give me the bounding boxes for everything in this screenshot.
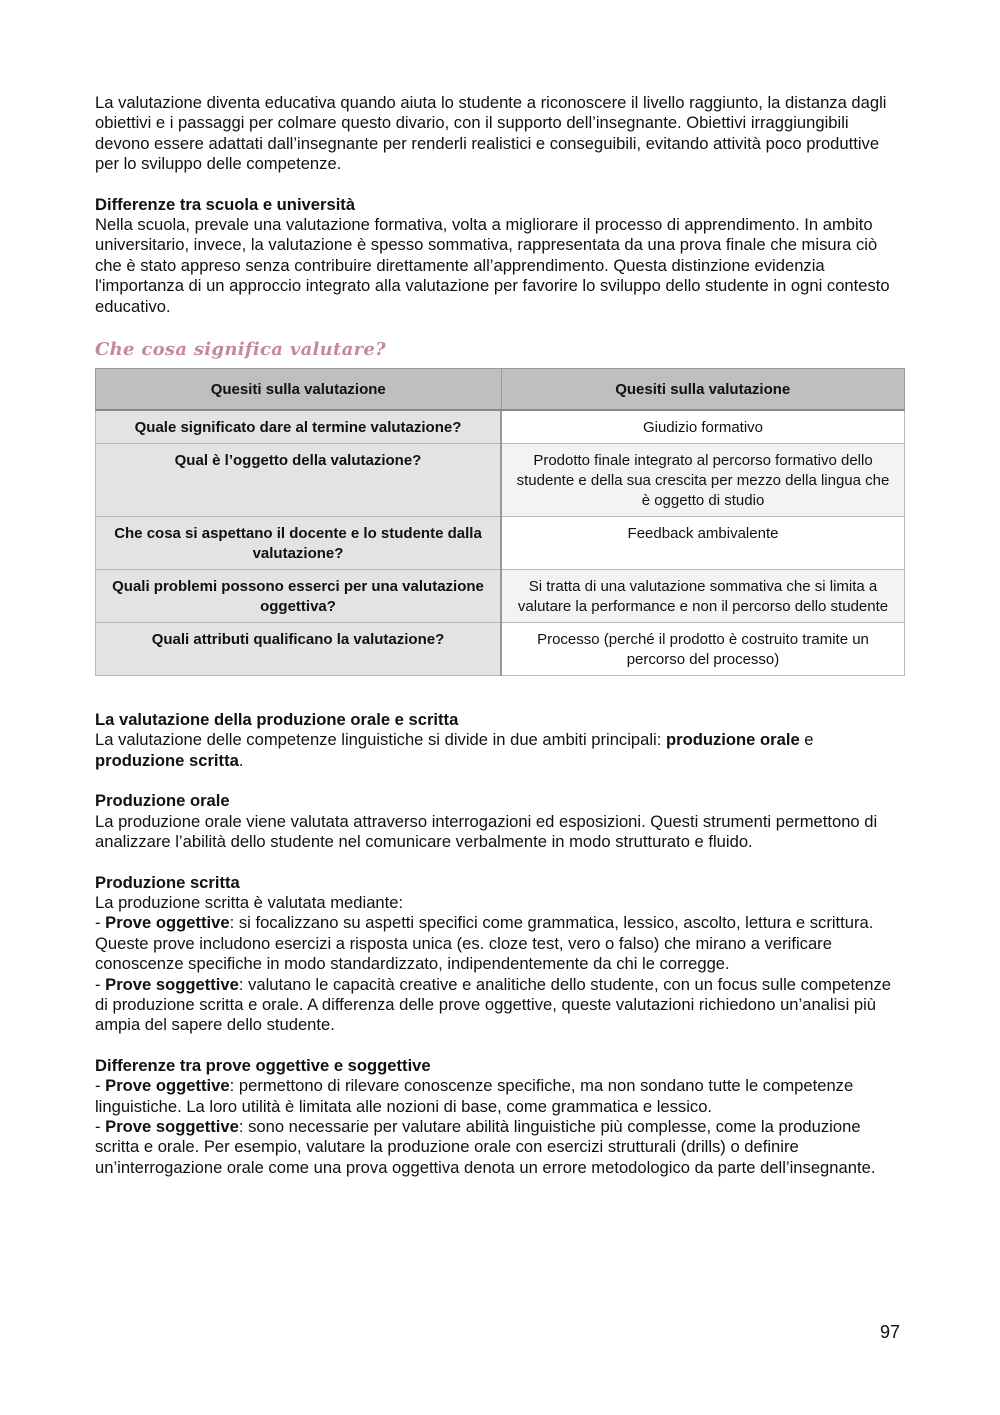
question-cell: Quali attributi qualificano la valutazione? [96,623,502,676]
table-header-cell: Quesiti sulla valutazione [96,369,502,411]
diff-item-objective [95,1076,907,1117]
item-label: Prove oggettive [105,913,230,933]
dash: - [95,974,106,994]
item-label: Prove soggettive [105,974,239,994]
answer-cell: Prodotto finale integrato al percorso formativo dello studente e della sua crescita per mezzo della lingua che è oggetto di studio [501,444,905,517]
table-row [96,623,905,676]
question-cell: Quali problemi possono esserci per una valutazione oggettiva? [96,570,502,623]
item-text: : sono necessarie per valutare abilità linguistiche più complesse, come la produzione scritta e orale. Per esempio, valutare la produzione orale con esercizi strutturali (drills) o definire un’interrogazione orale come una prova oggettiva denota un errore metodologico da parte dell’insegnante. [95,1116,876,1177]
answer-cell: Processo (perché il prodotto è costruito tramite un percorso del processo) [501,623,905,676]
answer-cell: Si tratta di una valutazione sommativa che si limita a valutare la performance e non il percorso dello studente [501,570,905,623]
item-label: Prove oggettive [105,1076,230,1096]
intro-paragraph: La valutazione diventa educativa quando aiuta lo studente a riconoscere il livello raggiunto, la distanza dagli obiettivi e i passaggi per colmare questo divario, con il supporto dell’insegnante. Obiettivi irraggiungibili devono essere adattati dall’insegnante per renderli realistici e conseguibili, evitando attività poco produttive per lo sviluppo delle competenze. [95,93,887,174]
dash: - [95,913,106,933]
oral-heading: Produzione orale [95,791,230,811]
dash: - [95,1116,106,1136]
table-header-cell: Quesiti sulla valutazione [501,369,905,411]
question-cell: Che cosa si aspettano il docente e lo studente dalla valutazione? [96,517,502,570]
eval-text: e [799,730,814,750]
table-row [96,570,905,623]
evaluation-table [95,368,905,676]
eval-bold-written: produzione scritta [95,750,239,770]
oral-paragraph: La produzione orale viene valutata attraverso interrogazioni ed esposizioni. Questi strumenti permettono di analizzare l’abilità dello studente nel comunicare verbalmente in modo strutturato e fluido. [95,811,878,852]
written-item-subjective [95,975,907,1036]
table-row [96,444,905,517]
school-paragraph: Nella scuola, prevale una valutazione formativa, volta a migliorare il processo di apprendimento. In ambito universitario, invece, la valutazione è spesso sommativa, rappresentata da una prova finale che misura ciò che è stato appreso senza contribuire direttamente all’apprendimento. Questa distinzione evidenzia l'importanza di un approccio integrato alla valutazione per favorire lo sviluppo dello studente in ogni contesto educativo. [95,215,890,316]
table-header-row [96,369,905,411]
page-content [95,93,907,1178]
answer-cell: Giudizio formativo [501,410,905,444]
item-text: : valutano le capacità creative e analitiche dello studente, con un focus sulle competenze di produzione scritta e orale. A differenza delle prove oggettive, queste valutazioni richiedono un’analisi più ampia del sapere dello studente. [95,974,892,1035]
question-cell: Quale significato dare al termine valutazione? [96,410,502,444]
eval-paragraph [95,730,907,771]
table-row [96,410,905,444]
item-label: Prove soggettive [105,1116,239,1136]
item-text: : permettono di rilevare conoscenze specifiche, ma non sondano tutte le competenze linguistiche. La loro utilità è limitata alle nozioni di base, come grammatica e lessico. [95,1076,854,1116]
diff-item-subjective [95,1117,907,1178]
eval-bold-oral: produzione orale [665,730,800,750]
written-intro: La produzione scritta è valutata mediante: [95,892,404,912]
diff-heading: Differenze tra prove oggettive e soggettive [95,1055,431,1075]
eval-text: La valutazione delle competenze linguistiche si divide in due ambiti principali: [95,730,666,750]
answer-cell: Feedback ambivalente [501,517,905,570]
page-number: 97 [880,1322,901,1342]
dash: - [95,1076,106,1096]
eval-text: . [238,750,244,770]
table-section-heading: Che cosa significa valutare? [95,339,387,361]
table-row [96,517,905,570]
school-heading: Differenze tra scuola e università [95,194,356,214]
item-text: : si focalizzano su aspetti specifici come grammatica, lessico, ascolto, lettura e scrittura. Queste prove includono esercizi a risposta unica (es. cloze test, vero o falso) che mirano a verificare conoscenze specifiche in modo standardizzato, indipendentemente da chi le corregge. [95,913,874,974]
eval-heading: La valutazione della produzione orale e scritta [95,710,459,730]
question-cell: Qual è l’oggetto della valutazione? [96,444,502,517]
written-heading: Produzione scritta [95,872,240,892]
written-item-objective [95,913,907,974]
